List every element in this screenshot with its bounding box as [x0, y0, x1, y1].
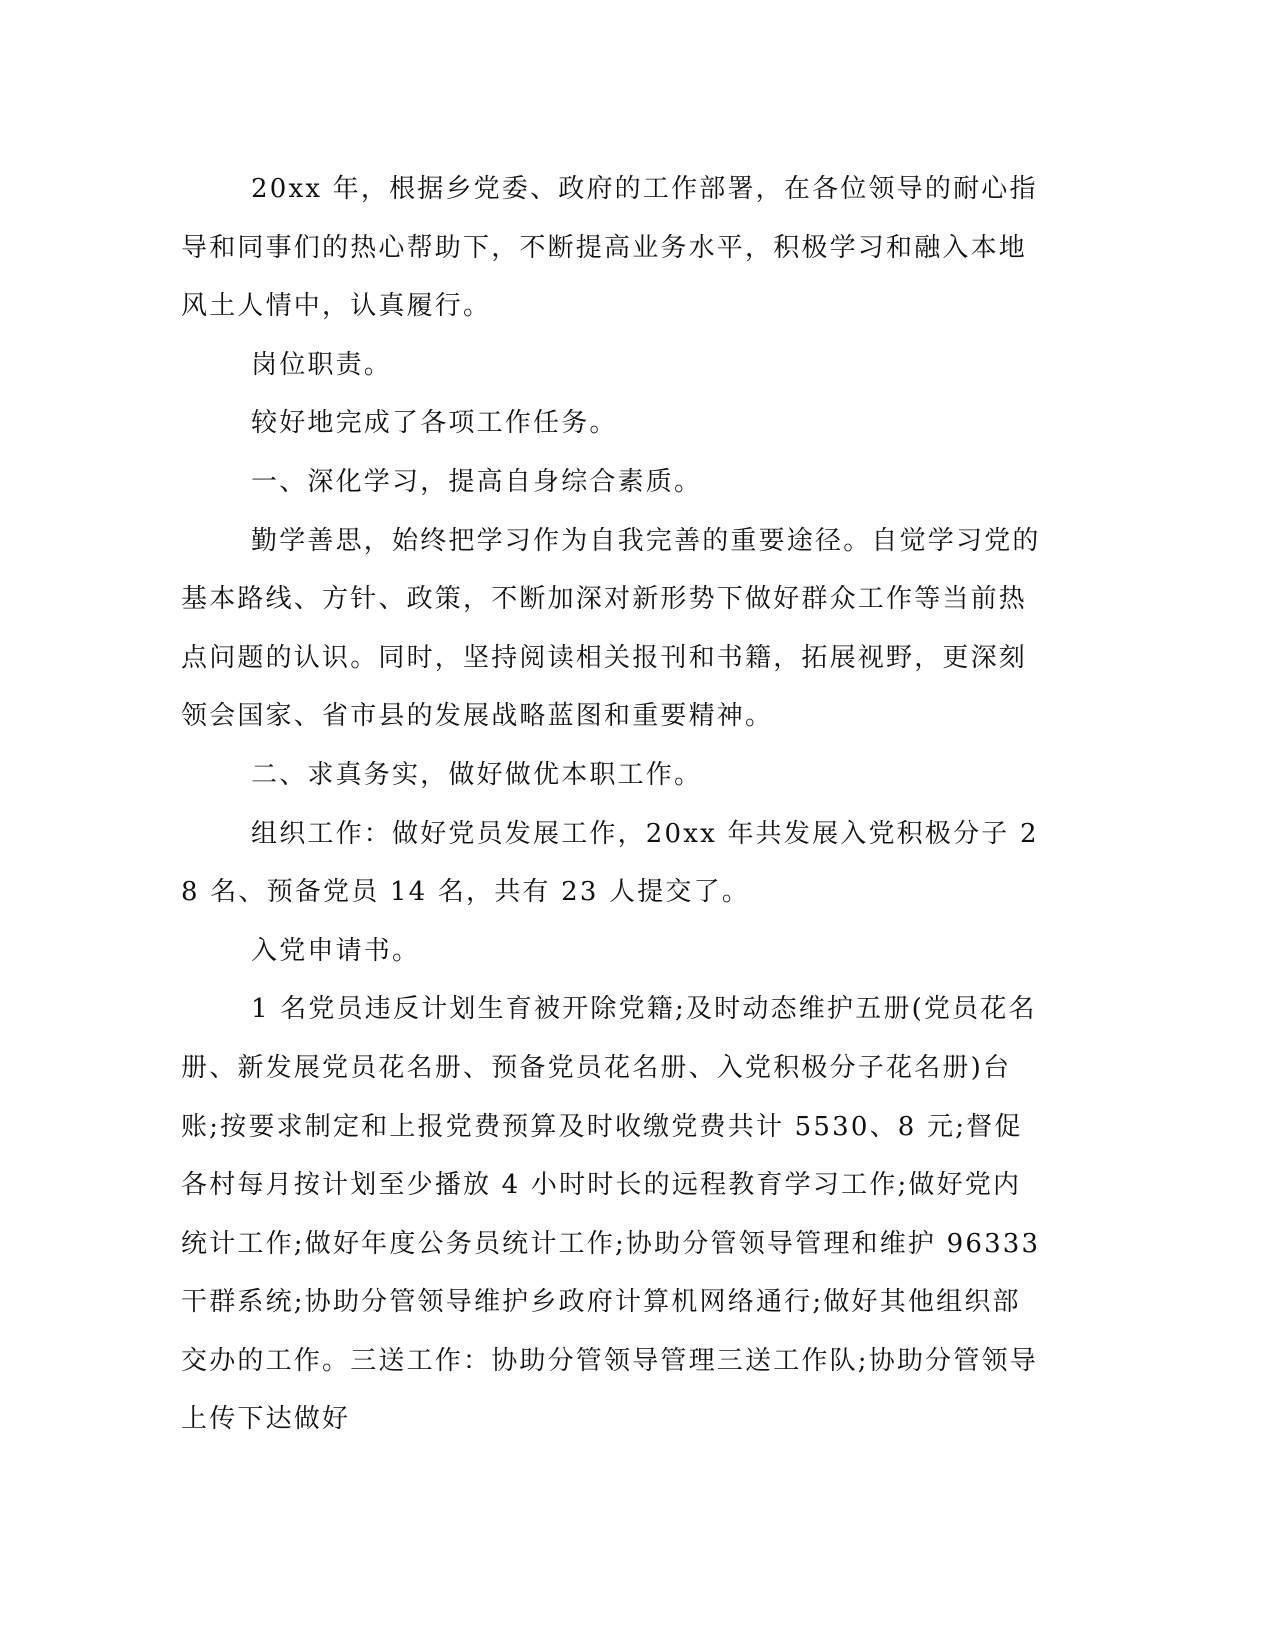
paragraph-study: 勤学善思，始终把学习作为自我完善的重要途径。自觉学习党的基本路线、方针、政策，不断加深对新形势下做好群众工作等当前热点问题的认识。同时，坚持阅读相关报刊和书籍，拓展视野，更深刻领会国家、省市县的发展战略蓝图和重要精神。 [181, 525, 1041, 732]
paragraph-organization-work: 组织工作：做好党员发展工作，20xx 年共发展入党积极分子 28 名、预备党员 14 名，共有 23 人提交了。 [181, 818, 1039, 908]
paragraph-post-duties: 岗位职责。 [251, 349, 393, 380]
paragraph-intro: 20xx 年，根据乡党委、政府的工作部署，在各位领导的耐心指导和同事们的热心帮助下，不断提高业务水平，积极学习和融入本地风土人情中，认真履行。 [181, 174, 1038, 322]
paragraph-tasks-completed: 较好地完成了各项工作任务。 [251, 408, 618, 439]
section-heading-1: 一、深化学习，提高自身综合素质。 [251, 466, 703, 497]
document-body [181, 160, 1041, 1449]
paragraph-application: 入党申请书。 [251, 935, 421, 966]
paragraph-details: 1 名党员违反计划生育被开除党籍;及时动态维护五册(党员花名册、新发展党员花名册、预备党员花名册、入党积极分子花名册)台账;按要求制定和上报党费预算及时收缴党费共计 5530、8 元;督促各村每月按计划至少播放 4 小时时长的远程教育学习工作;做好党内统计工作;做好年度公务员统计工作;协助分管领导管理和维护 96333 干群系统;协助分管领导维护乡政府计算机网络通行;做好其他组织部交办的工作。三送工作：协助分管领导管理三送工作队;协助分管领导上传下达做好 [181, 994, 1041, 1435]
section-heading-2: 二、求真务实，做好做优本职工作。 [251, 759, 703, 790]
